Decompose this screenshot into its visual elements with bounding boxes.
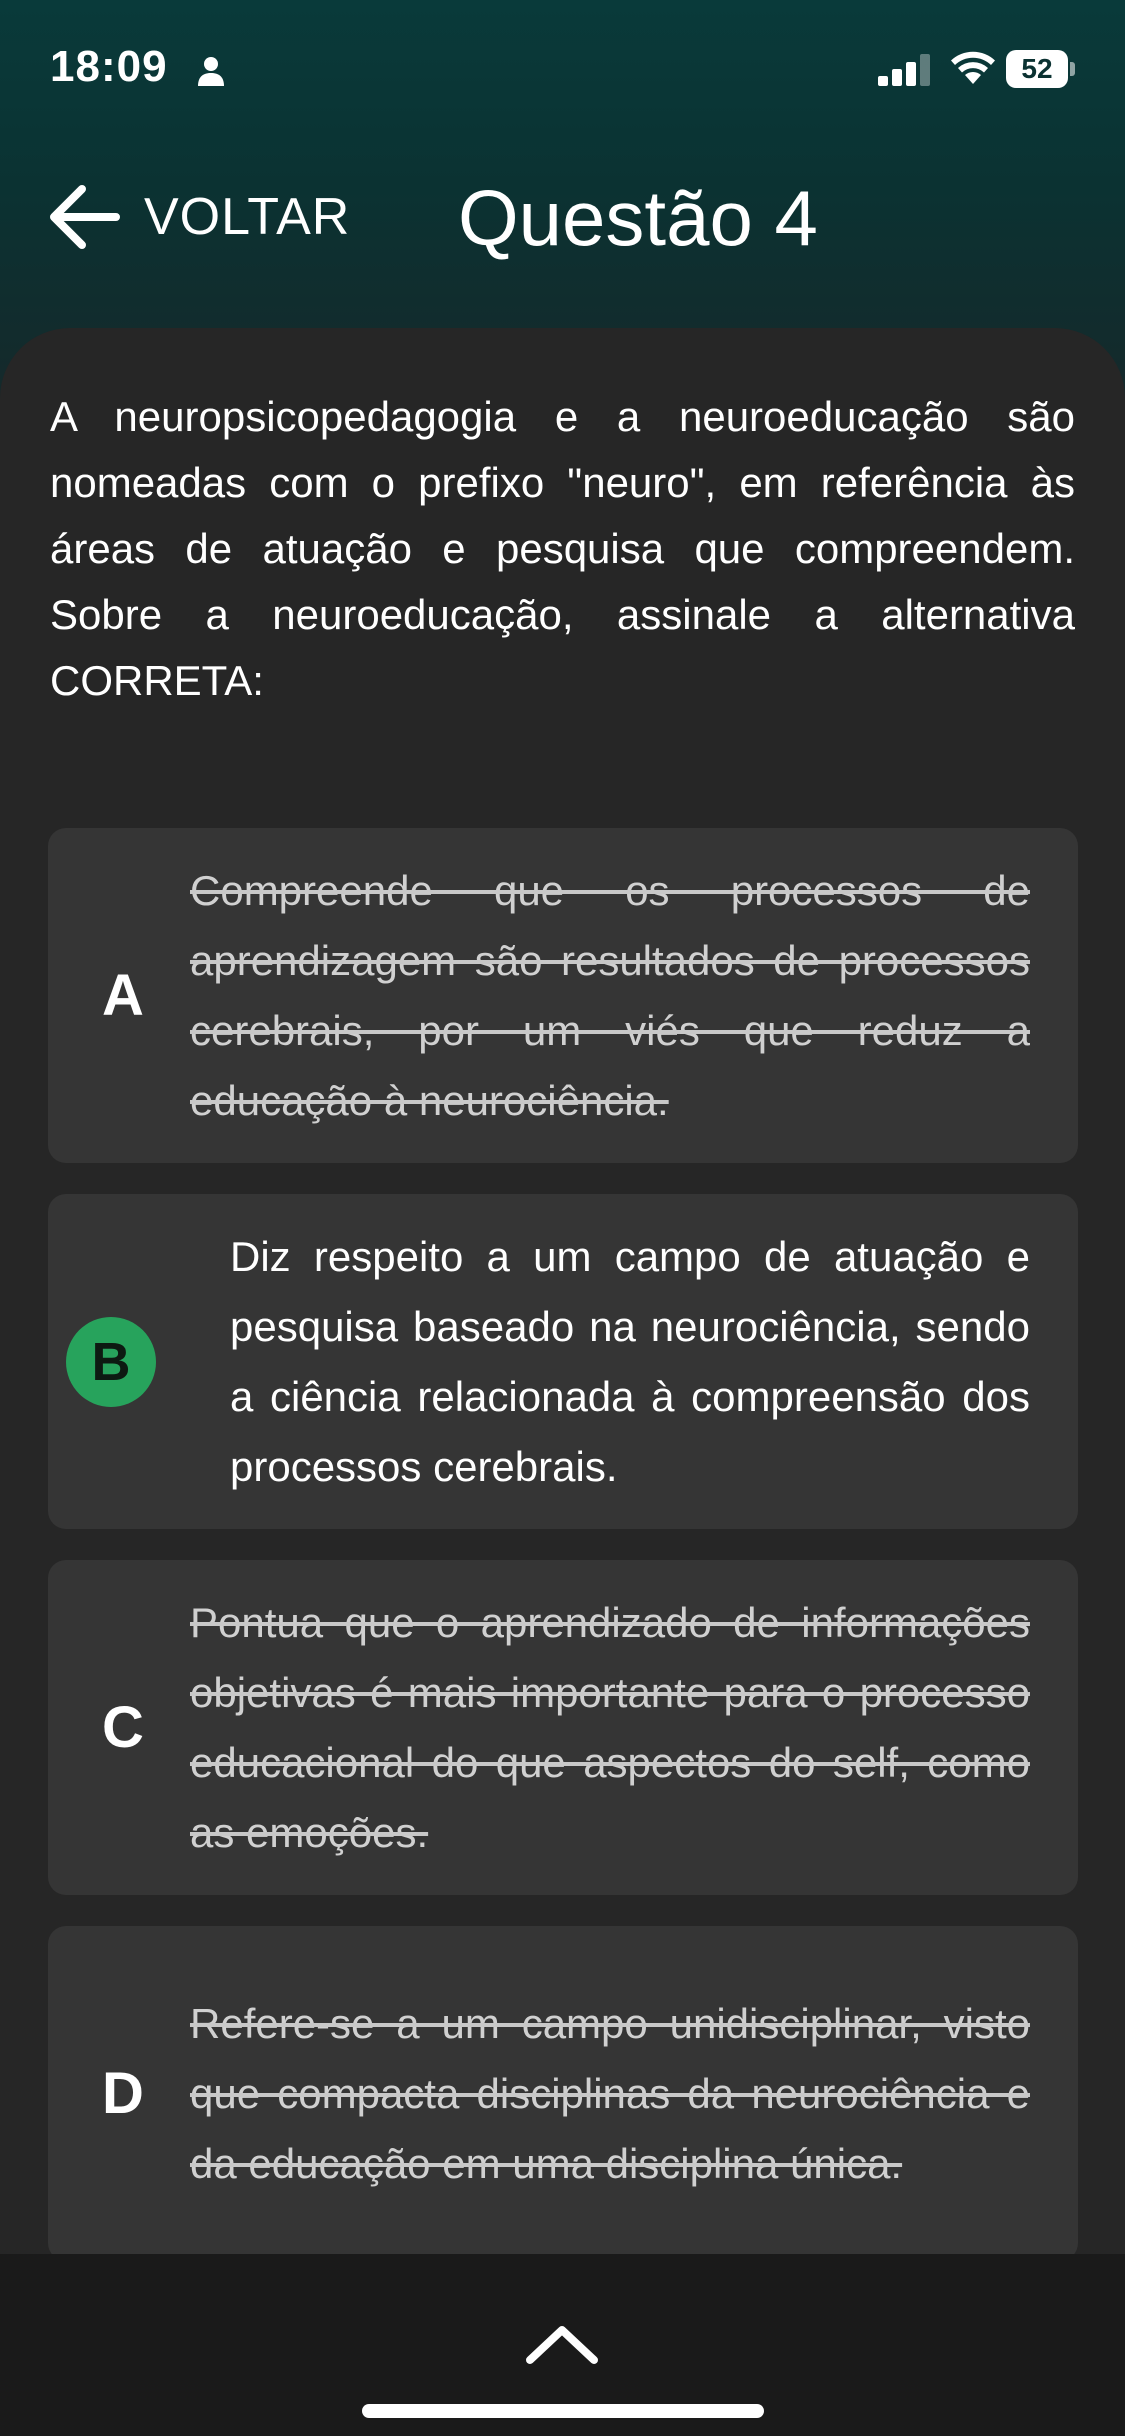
option-c[interactable] xyxy=(48,1560,1078,1895)
back-button[interactable] xyxy=(46,172,350,262)
battery-icon xyxy=(1006,50,1076,88)
question-card xyxy=(0,328,1125,2258)
option-b[interactable] xyxy=(48,1194,1078,1529)
home-indicator[interactable] xyxy=(362,2404,764,2418)
battery-level: 52 xyxy=(1006,50,1068,88)
question-text: A neuropsicopedagogia e a neuroeducação são nomeadas com o prefixo "neuro", em referência às áreas de atuação e pesquisa que compreendem. Sobre a neuroeducação, assinale a alternativa CORRETA: xyxy=(50,393,1075,704)
status-time: 18:09 xyxy=(50,42,168,91)
option-text: Refere-se a um campo unidisciplinar, visto que compacta disciplinas da neurociência e da educação em uma disciplina única. xyxy=(190,1999,1030,2187)
bottom-bar xyxy=(0,2254,1125,2436)
page-title: Questão 4 xyxy=(458,174,818,262)
person-icon xyxy=(196,56,226,86)
signal-icon xyxy=(878,54,934,86)
battery-nub xyxy=(1070,62,1075,76)
option-letter: C xyxy=(102,1695,144,1760)
option-d[interactable] xyxy=(48,1926,1078,2261)
back-label: VOLTAR xyxy=(144,188,351,246)
chevron-up-icon[interactable] xyxy=(524,2320,600,2368)
option-text: Compreende que os processos de aprendizagem são resultados de processos cerebrais, por um viés que reduz a educação à neurociência. xyxy=(190,866,1030,1124)
option-text: Pontua que o aprendizado de informações objetivas é mais importante para o processo educacional do que aspectos do self, como as emoções. xyxy=(190,1598,1030,1856)
correct-answer-badge: B xyxy=(66,1317,156,1407)
wifi-icon xyxy=(950,50,996,86)
option-a[interactable] xyxy=(48,828,1078,1163)
option-letter: D xyxy=(102,2061,144,2126)
back-arrow-icon xyxy=(46,179,122,255)
option-letter: A xyxy=(102,963,144,1028)
option-text: Diz respeito a um campo de atuação e pesquisa baseado na neurociência, sendo a ciência relacionada à compreensão dos processos cerebrais. xyxy=(230,1232,1030,1490)
